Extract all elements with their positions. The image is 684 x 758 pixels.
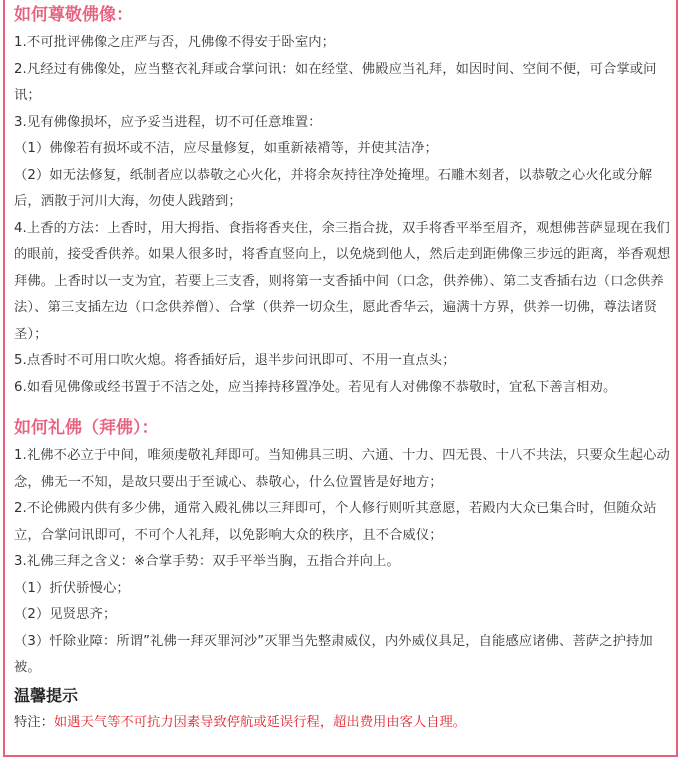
article-content xyxy=(14,0,674,736)
paragraph: 3.礼佛三拜之含义：※合掌手势：双手平举当胸，五指合并向上。 xyxy=(14,554,400,569)
paragraph: （1）折伏骄慢心； xyxy=(14,580,130,596)
paragraph: 1.不可批评佛像之庄严与否，凡佛像不得安于卧室内； xyxy=(14,35,336,50)
section-heading-respect-buddha-image: 如何尊敬佛像： xyxy=(14,5,133,25)
paragraph: （2）如无法修复，纸制者应以恭敬之心火化，并将余灰持往净处掩埋。石雕木刻者，以恭敬之心火化或分解后，洒散于河川大海，勿使人践踏到； xyxy=(14,167,653,209)
paragraph: （3）忏除业障：所谓”礼佛一拜灭罪河沙”灭罪当先整肃威仪，内外威仪具足，自能感应诸佛、菩萨之护持加被。 xyxy=(14,633,653,675)
paragraph: 2.不论佛殿内供有多少佛，通常入殿礼佛以三拜即可，个人修行则听其意愿，若殿内大众已集合时，但随众站立，合掌问讯即可，不可个人礼拜，以免影响大众的秩序，且不合威仪； xyxy=(14,501,657,543)
section-heading-how-to-worship: 如何礼佛（拜佛）： xyxy=(14,418,159,438)
paragraph: 2.凡经过有佛像处，应当整衣礼拜或合掌问讯：如在经堂、佛殿应当礼拜，如因时间、空间不便，可合掌或问讯； xyxy=(14,61,657,103)
tip-label: 特注： xyxy=(14,714,54,730)
paragraph: 1.礼佛不必立于中间，唯须虔敬礼拜即可。当知佛具三明、六通、十力、四无畏、十八不共法，只要众生起心动念，佛无一不知，是故只要出于至诚心、恭敬心，什么位置皆是好地方； xyxy=(14,448,670,490)
paragraph: 3.见有佛像损坏，应予妥当进程，切不可任意堆置： xyxy=(14,114,322,130)
paragraph: （1）佛像若有损坏或不洁，应尽量修复，如重新裱褙等，并使其洁净； xyxy=(14,141,438,156)
section-spacer xyxy=(14,401,674,413)
tip-warning-text: 如遇天气等不可抗力因素导致停航或延误行程，超出费用由客人自理。 xyxy=(53,714,467,730)
paragraph: （2）见贤思齐； xyxy=(14,607,117,622)
paragraph: 5.点香时不可用口吹火熄。将香插好后，退半步问讯即可、不用一直点头； xyxy=(14,353,456,368)
paragraph: 6.如看见佛像或经书置于不洁之处，应当捧持移置净处。若见有人对佛像不恭敬时，宜私下善言相劝。 xyxy=(14,379,617,395)
paragraph: 4.上香的方法：上香时，用大拇指、食指将香夹住，余三指合拢，双手将香平举至眉齐，观想佛菩萨显现在我们的眼前，接受香供养。如果人很多时，将香直竖向上，以免烧到他人，然后走到距佛像三步远的距离，举香观想拜佛。上香时以一支为宜，若要上三支香，则将第一支香插中间（口念，供养佛）、第二支香插右边（口念供养法）、第三支插左边（口念供养僧）、合掌（供养一切众生，愿此香华云，遍满十方界，供养一切佛，尊法诸贤圣）； xyxy=(14,220,671,342)
tip-title: 温馨提示 xyxy=(14,685,79,705)
tip-note xyxy=(14,710,674,736)
